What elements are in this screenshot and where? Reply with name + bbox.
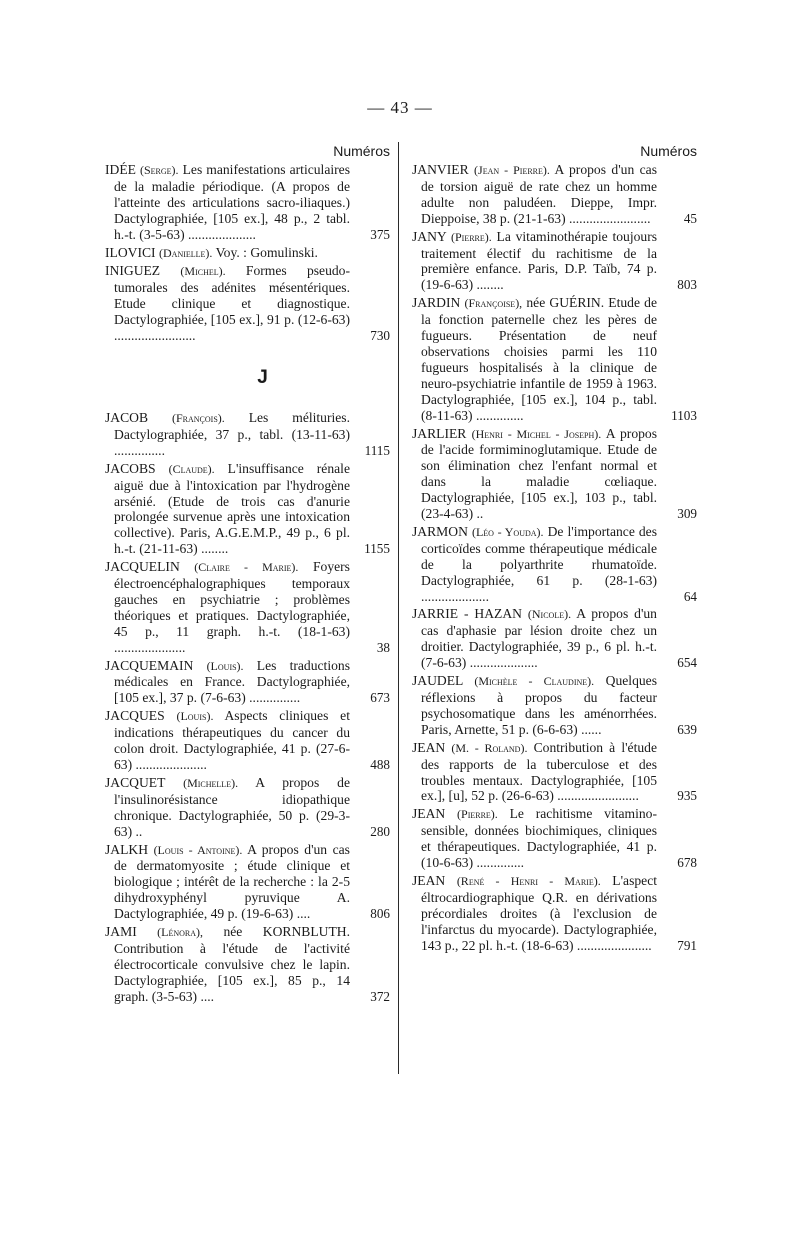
left-entries-a [105,162,390,344]
entry-number: 38 [376,639,390,655]
entry-description: Formes pseudo-tumorales des adénites mésentériques. Etude clinique et diagnostique. Dactylographiée, [105 ex.], 91 p. (12-6-63) ........................ [114,263,350,344]
entry-description: L'insuffisance rénale aiguë due à l'intoxication par l'hydrogène arsénié. (Etude de trois cas d'anurie prolongée survenue après une intoxication collective). Paris, A.G.E.M.P., 49 p., 6 pl. h.-t. (21-11-63) ........ [114,460,350,557]
entry-number: 803 [677,277,697,293]
author-surname: JACOBS [105,460,156,476]
right-column-header: Numéros [640,143,697,159]
author-surname: JARRIE - HAZAN [412,606,522,622]
author-given-name: (Michel). [180,264,226,279]
entry-number: 654 [677,655,697,671]
author-surname: JACOB [105,409,149,425]
author-surname: JACQUEMAIN [105,657,194,673]
index-entry [105,162,390,243]
author-surname: JEAN [412,872,446,888]
author-given-name: (Michèle - Claudine). [474,674,595,689]
entry-description: A propos de l'acide formiminoglutamique. Etude de son élimination chez l'enfant normal et dans la maladie cœliaque. Dactylographiée, [105 ex.], 103 p., tabl. (23-4-63) .. [421,425,658,522]
author-given-name: (Danielle). [159,245,213,260]
entry-description: L'aspect éltrocardiographique Q.R. en dérivations précordiales droites (à l'exclusion de l'infarctus du myocarde). Dactylographiée, 143 p., 22 pl. h.-t. (18-6-63) ...................... [421,872,657,953]
author-surname: JAUDEL [412,673,463,689]
entry-description: Voy. : Gomulinski. [215,244,318,260]
entry-number: 935 [677,788,697,804]
author-given-name: (Nicole). [527,607,572,622]
author-surname: IDÉE [105,162,136,177]
right-column [412,140,697,956]
author-given-name: (M. - Roland). [451,740,528,755]
left-column [105,140,390,1007]
entry-number: 673 [370,690,390,706]
entry-description: Foyers électroencéphalographiques temporaux gauches en psychiatrie ; problèmes théoriques et pratiques. Dactylographiée, 45 p., 11 graph. h.-t. (18-1-63) ..................... [114,559,350,655]
author-surname: JARDIN [412,295,461,311]
entry-number: 372 [370,988,390,1004]
index-entry [105,708,390,773]
author-surname: JALKH [105,841,149,857]
author-given-name: (François). [171,410,225,425]
author-given-name: (Louis - Antoine). [153,842,243,857]
entry-description: A propos de l'insulinorésistance idiopathique chronique. Dactylographiée, 50 p. (29-3-63) .. [114,774,350,839]
entry-description: Contribution à l'étude des rapports de la tuberculose et des troubles mentaux. Dactylographiée, [105 ex.], [u], 52 p. (26-6-63) ........................ [421,739,657,804]
entry-number: 806 [370,906,390,922]
entry-number: 488 [370,757,390,772]
section-letter: J [257,366,268,388]
entry-number: 639 [677,721,697,737]
author-given-name: (Louis). [206,658,244,673]
index-entry [105,775,390,840]
index-entry [412,295,697,423]
entry-number: 791 [677,937,697,953]
page-number: — 43 — [367,98,433,117]
author-surname: ILOVICI [105,244,156,260]
entry-description: A propos d'un cas de torsion aiguë de rate chez un homme adulte non paludéen. Dieppe, Impr. Dieppoise, 38 p. (21-1-63) ........................ [421,162,657,226]
author-given-name: (Claire - Marie). [194,560,299,575]
author-surname: JANVIER [412,162,469,177]
right-entries [412,162,697,954]
index-entry [412,162,697,227]
entry-number: 678 [677,855,697,871]
entry-description: Les manifestations articulaires de la maladie périodique. (A propos de l'atteinte des articulations sacro-iliaques.) Dactylographiée, [105 ex.], 48 p., 2 tabl. h.-t. (3-5-63) .................... [114,162,350,242]
author-surname: JACQUES [105,708,165,724]
entry-description: Les traductions médicales en France. Dactylographiée, [105 ex.], 37 p. (7-6-63) ............... [114,657,350,706]
entry-number: 45 [683,210,697,226]
entry-description: La vitaminothérapie toujours traitement électif du rachitisme de la première enfance. Paris, D.P. Taïb, 74 p. (19-6-63) ........ [421,228,658,293]
index-entry [105,842,390,923]
entry-number: 730 [370,328,390,344]
left-entries-b [105,410,390,1005]
index-entry [412,524,697,605]
author-given-name: (Françoise), [464,296,523,311]
author-surname: JEAN [412,806,446,822]
entry-number: 309 [677,506,697,522]
entry-description: Aspects cliniques et indications thérapeutiques du cancer du colon droit. Dactylographiée, 41 p. (27-6-63) ..................... [114,708,350,772]
author-given-name: (Michelle). [183,775,239,790]
index-entry [412,873,697,954]
index-entry [412,740,697,805]
entry-number: 1115 [364,442,390,458]
author-surname: JEAN [412,739,446,755]
entry-number: 64 [683,588,697,604]
entry-description: née GUÉRIN. Etude de la fonction paternelle chez les pères de fugueurs. Présentation de neuf observations choisies parmi les 110 fugueurs hospitalisés à la clinique de neuro-psychiatrie infantile de 1959 à 1963. Dactylographiée, [105 ex.], 104 p., tabl. (8-11-63) .............. [421,295,657,423]
entry-description: Quelques réflexions à propos du facteur psychosomatique dans les aménorrhées. Paris, Arnette, 51 p. (6-6-63) ...... [421,673,657,737]
index-entry [412,806,697,871]
author-surname: INIGUEZ [105,263,161,279]
entry-number: 1103 [671,407,697,423]
author-given-name: (Pierre). [451,229,492,244]
entry-number: 375 [370,226,390,242]
author-given-name: (René - Henri - Marie). [456,873,601,888]
entry-description: née KORNBLUTH. Contribution à l'étude de l'activité électrocorticale convulsive chez le lapin. Dactylographiée, [105 ex.], 85 p., 14 graph. (3-5-63) .... [114,924,350,1004]
author-given-name: (Louis). [176,709,214,724]
entry-number: 1155 [364,541,390,557]
entry-description: A propos d'un cas d'aphasie par lésion droite chez un droitier. Dactylographiée, 39 p., 6 pl. h.-t. (7-6-63) .................... [421,606,657,671]
column-divider [398,142,399,1074]
author-surname: JARMON [412,523,468,539]
index-entry [105,559,390,655]
entry-description: Le rachitisme vitamino-sensible, données biochimiques, cliniques et thérapeutiques. Dactylographiée, 41 p. (10-6-63) .............. [421,806,657,871]
entry-description: A propos d'un cas de dermatomyosite ; étude clinique et biologique ; intérêt de la recherche : la 2-5 dihydroxyphényl pyruvique A. Dactylographiée, 49 p. (19-6-63) .... [114,841,350,922]
author-surname: JARLIER [412,425,467,441]
author-given-name: (Pierre). [457,807,498,822]
author-given-name: (Jean - Pierre). [474,163,550,177]
author-given-name: (Serge). [140,163,179,177]
author-surname: JACQUET [105,774,166,790]
author-given-name: (Léo - Youda). [471,524,544,539]
author-given-name: (Lénora), [157,925,204,940]
author-surname: JAMI [105,924,137,940]
author-surname: JACQUELIN [105,559,180,575]
index-entry [412,673,697,738]
entry-number: 280 [370,823,390,839]
index-entry [105,410,390,459]
index-entry [412,606,697,671]
left-column-header: Numéros [333,143,390,159]
index-entry [105,461,390,557]
index-entry [105,924,390,1005]
index-entry [105,263,390,344]
index-entry [105,245,390,262]
entry-description: De l'importance des corticoïdes comme thérapeutique médicale de la polyarthrite rhumatoïde. Dactylographiée, 61 p. (28-1-63) .................... [421,523,658,604]
author-surname: JANY [412,228,447,244]
index-entry [412,229,697,294]
author-given-name: (Claude). [168,461,215,476]
index-entry [412,426,697,522]
entry-description: Les mélituries. Dactylographiée, 37 p., tabl. (13-11-63) ............... [114,409,350,458]
author-given-name: (Henri - Michel - Joseph). [471,426,602,441]
index-entry [105,658,390,707]
